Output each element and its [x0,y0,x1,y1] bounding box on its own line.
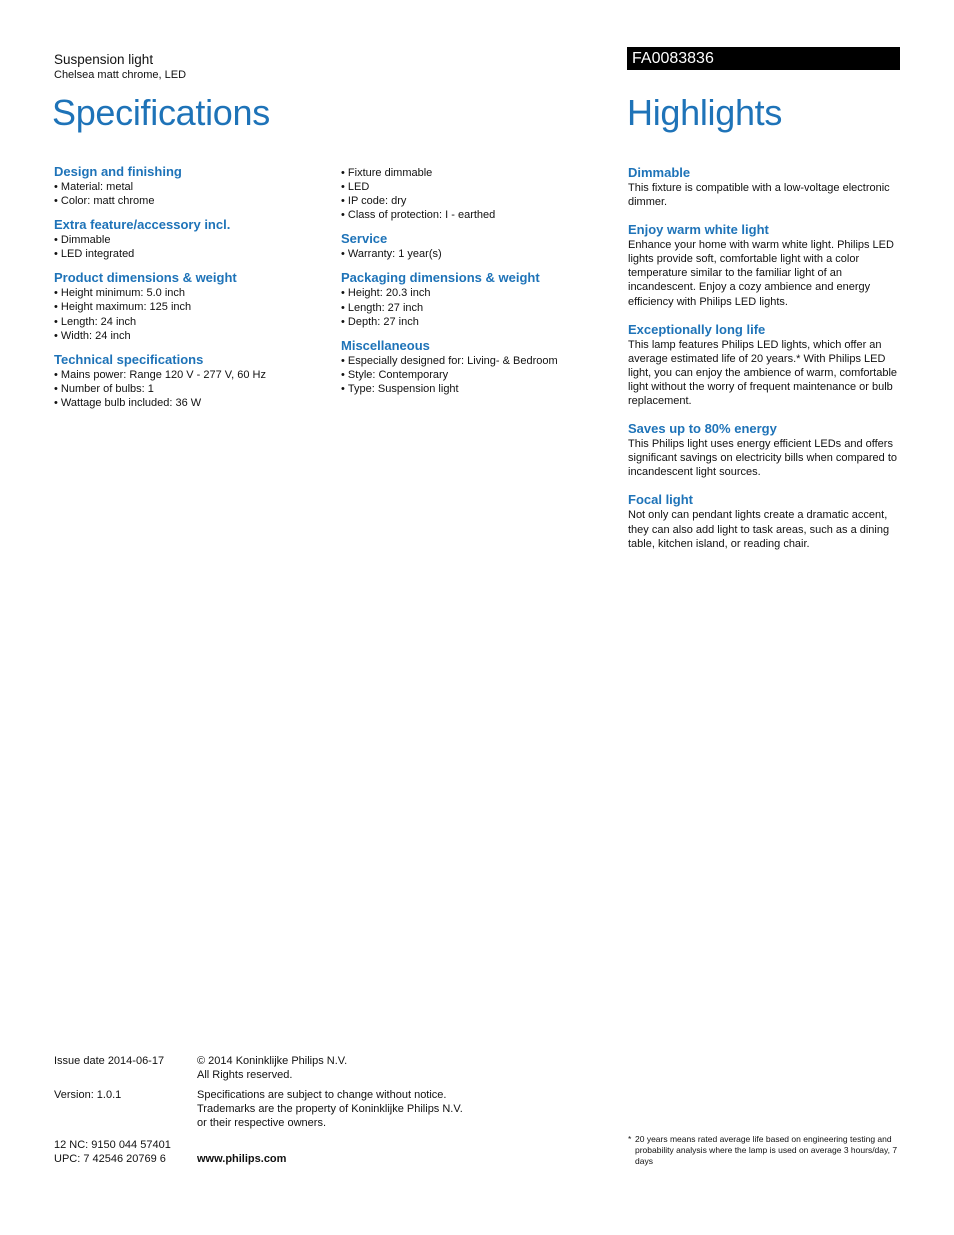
highlight-title: Dimmable [628,165,691,180]
product-code-bar: FA0083836 [627,47,900,70]
spec-item: • Height minimum: 5.0 inch [54,286,324,300]
upc-code: UPC: 7 42546 20769 6 [54,1153,166,1165]
spec-list [54,368,324,410]
highlight-text: This lamp features Philips LED lights, which offer an average estimated life of 20 years.* With Philips LED light, you can enjoy the ambience of warm, comfortable light without the worry of frequent maintenance or bulb replacement. [628,338,898,408]
spec-section-title: Extra feature/accessory incl. [54,217,231,233]
highlights-heading: Highlights [627,92,783,133]
spec-list [341,286,611,328]
spec-section-title: Technical specifications [54,351,204,367]
spec-item: • Length: 27 inch [341,301,611,315]
highlight-text: Enhance your home with warm white light. Philips LED lights provide soft, comfortable light with a color temperature similar to the familiar light of an incandescent. Enjoy a cozy ambience and energy efficiency with Philips LED lights. [628,239,894,308]
highlight-title: Focal light [628,492,693,508]
spec-section [341,231,611,261]
spec-section-title: Miscellaneous [341,337,430,353]
website-link[interactable]: www.philips.com [197,1153,287,1165]
spec-list [54,180,324,208]
issue-date: Issue date 2014-06-17 [54,1055,165,1067]
spec-section-title: Service [341,231,388,247]
spec-item: • Wattage bulb included: 36 W [54,396,324,410]
spec-item: • Class of protection: I - earthed [341,208,611,222]
highlight-block [628,492,903,550]
spec-section-title: Packaging dimensions & weight [341,270,540,286]
spec-item: • Material: metal [54,180,324,194]
highlight-block [628,165,903,209]
highlight-text: This Philips light uses energy efficient LEDs and offers significant savings on electricity bills when compared to incandescent light sources. [628,438,898,479]
product-type: Suspension light [54,52,154,67]
spec-item: • Style: Contemporary [341,368,611,382]
highlight-title: Enjoy warm white light [628,222,769,238]
spec-section [54,164,324,208]
spec-section-title: Design and finishing [54,164,182,179]
spec-item: • Depth: 27 inch [341,315,611,329]
highlight-block [628,421,903,479]
spec-list [54,286,324,342]
spec-item: • Mains power: Range 120 V - 277 V, 60 Hz [54,368,324,382]
notice-line: Specifications are subject to change without notice. [197,1089,447,1101]
spec-item: • Type: Suspension light [341,382,611,396]
spec-list [341,247,611,261]
spec-section [54,352,324,410]
specifications-heading: Specifications [52,92,270,133]
spec-section [54,217,324,261]
spec-item: • Width: 24 inch [54,329,324,343]
footnote-text: 20 years means rated average life based on engineering testing and probability analysis where the lamp is used on average 3 hours/day, 7 days [635,1134,898,1166]
spec-item: • IP code: dry [341,194,611,208]
notice-line: Trademarks are the property of Koninklijke Philips N.V. [197,1103,463,1115]
highlight-title: Exceptionally long life [628,321,766,337]
spec-item: • Height: 20.3 inch [341,286,611,300]
spec-section [341,338,611,396]
highlight-block [628,222,903,308]
footnote [628,1134,908,1167]
nc-code: 12 NC: 9150 044 57401 [54,1139,171,1151]
footnote-marker: * [628,1134,632,1144]
highlight-text: This fixture is compatible with a low-voltage electronic dimmer. [628,182,890,209]
spec-item: • Dimmable [54,233,324,247]
spec-list [341,354,611,396]
notice-line: or their respective owners. [197,1117,326,1129]
spec-item: • Fixture dimmable [341,166,611,180]
specs-column-1 [54,164,324,419]
spec-item: • Especially designed for: Living- & Bedroom [341,354,611,368]
product-subtitle: Chelsea matt chrome, LED [54,69,187,81]
spec-item: • LED integrated [54,247,324,261]
specs-column-2 [341,164,611,405]
spec-section [341,270,611,328]
highlight-text: Not only can pendant lights create a dramatic accent, they can also add light to task areas, such as a dining table, kitchen island, or reading chair. [628,509,890,550]
rights-line: All Rights reserved. [197,1069,293,1081]
spec-item: • Number of bulbs: 1 [54,382,324,396]
spec-item: • Height maximum: 125 inch [54,300,324,314]
spec-list-continued [341,166,611,222]
copyright-line: © 2014 Koninklijke Philips N.V. [197,1055,348,1067]
spec-item: • LED [341,180,611,194]
spec-section-title: Product dimensions & weight [54,270,237,286]
highlights-column [628,164,903,564]
spec-item: • Warranty: 1 year(s) [341,247,611,261]
spec-section [54,270,324,342]
highlight-block [628,322,903,408]
spec-item: • Length: 24 inch [54,315,324,329]
spec-item: • Color: matt chrome [54,194,324,208]
version: Version: 1.0.1 [54,1089,122,1101]
spec-list [54,233,324,261]
highlight-title: Saves up to 80% energy [628,421,777,437]
